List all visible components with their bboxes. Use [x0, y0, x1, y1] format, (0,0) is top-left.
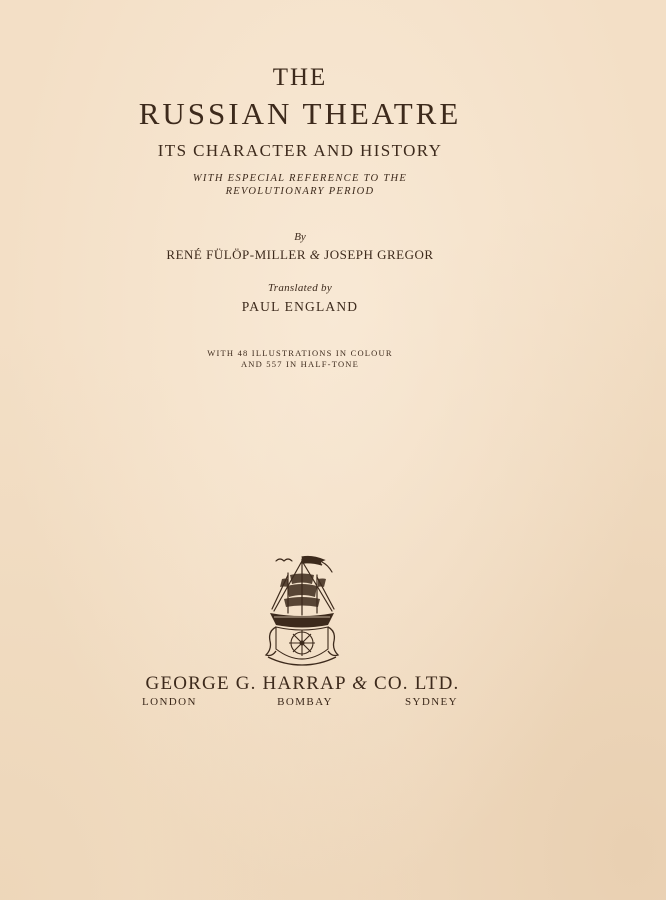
illustrations-line-1: WITH 48 ILLUSTRATIONS IN COLOUR — [207, 348, 393, 358]
author-fulop-miller: RENÉ FÜLÖP-MILLER — [166, 247, 307, 262]
publisher-name-part-1: GEORGE G. HARRAP — [145, 673, 347, 694]
illustrations-note — [0, 348, 600, 370]
translated-by-label — [0, 282, 600, 294]
translated-by-text: Translated by — [267, 282, 333, 294]
publisher-ampersand: & — [352, 673, 369, 694]
city-bombay: BOMBAY — [277, 696, 333, 708]
especial-reference-line-2: REVOLUTIONARY PERIOD — [225, 186, 375, 197]
authors-line — [0, 247, 600, 263]
title-line-the — [0, 64, 600, 92]
authors-ampersand: & — [309, 247, 321, 262]
title-word-the: THE — [272, 64, 328, 91]
publisher-name-part-2: CO. LTD. — [374, 673, 460, 694]
translator-name-text: PAUL ENGLAND — [241, 299, 359, 314]
publisher-name — [140, 673, 465, 695]
ship-emblem-icon — [262, 553, 342, 667]
illustrations-line-2: AND 557 IN HALF-TONE — [240, 359, 360, 369]
especial-reference-note — [0, 172, 600, 198]
book-title — [0, 96, 600, 132]
translator-name — [0, 299, 600, 315]
author-gregor: JOSEPH GREGOR — [324, 247, 434, 262]
by-label-text: By — [294, 231, 306, 243]
by-label — [0, 231, 600, 243]
especial-reference-line-1: WITH ESPECIAL REFERENCE TO THE — [192, 173, 408, 184]
city-london: LONDON — [142, 696, 197, 708]
book-subtitle-text: ITS CHARACTER AND HISTORY — [157, 141, 443, 160]
book-title-text: RUSSIAN THEATRE — [138, 96, 462, 131]
book-subtitle — [0, 141, 600, 161]
city-sydney: SYDNEY — [405, 696, 459, 708]
